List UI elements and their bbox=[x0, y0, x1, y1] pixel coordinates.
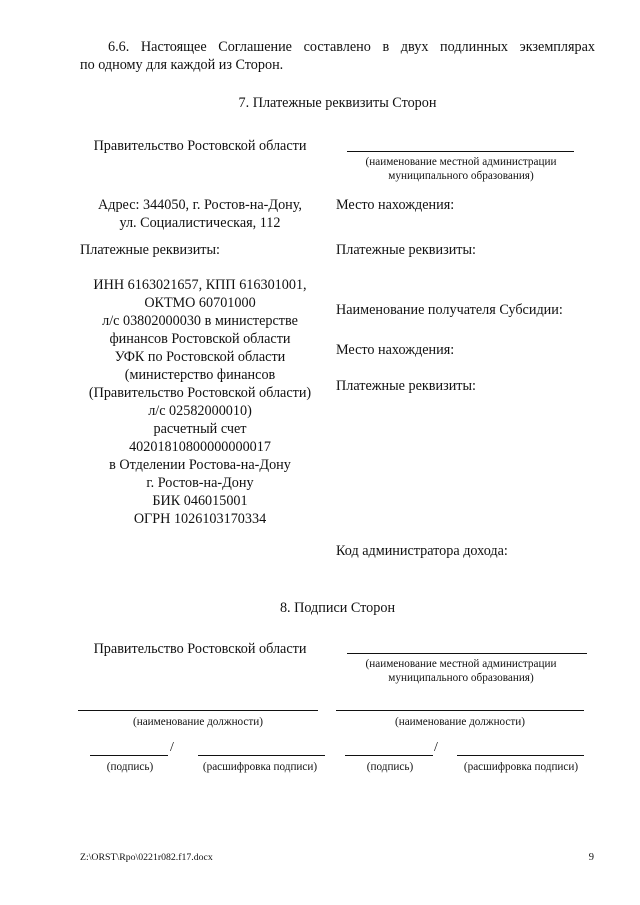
decoding-line-left bbox=[198, 755, 325, 756]
admin-caption-line1: (наименование местной администрации bbox=[365, 156, 557, 168]
signature-line-right bbox=[345, 755, 433, 756]
clause-6-6-line2: по одному для каждой из Сторон. bbox=[80, 57, 284, 73]
section-8-heading: 8. Подписи Сторон bbox=[279, 600, 396, 616]
signature-line-left bbox=[90, 755, 168, 756]
detail-line: ОГРН 1026103170334 bbox=[133, 511, 267, 527]
clause-6-6-line1: 6.6. Настоящее Соглашение составлено в двух подлинных экземплярах bbox=[108, 39, 595, 55]
signature-slash-left: / bbox=[170, 740, 174, 755]
left-address-line2: ул. Социалистическая, 112 bbox=[119, 215, 281, 231]
right-payment-label: Платежные реквизиты: bbox=[336, 242, 476, 258]
left-address-line1: Адрес: 344050, г. Ростов-на-Дону, bbox=[98, 197, 302, 213]
detail-line: (Правительство Ростовской области) bbox=[88, 385, 312, 401]
detail-line: в Отделении Ростова-на-Дону bbox=[109, 457, 291, 473]
right-payment-label-2: Платежные реквизиты: bbox=[336, 378, 476, 394]
revenue-admin-code-label: Код администратора дохода: bbox=[336, 543, 508, 559]
position-line-right bbox=[336, 710, 584, 711]
detail-line: г. Ростов-на-Дону bbox=[146, 475, 254, 491]
detail-line: (министерство финансов bbox=[124, 367, 276, 383]
detail-line: л/с 03802000030 в министерстве bbox=[102, 313, 298, 329]
detail-line: расчетный счет bbox=[153, 421, 247, 437]
detail-line: л/с 02582000010) bbox=[148, 403, 252, 419]
signature-caption-left: (подпись) bbox=[106, 761, 154, 773]
signature-caption-right: (подпись) bbox=[366, 761, 414, 773]
detail-line: УФК по Ростовской области bbox=[114, 349, 286, 365]
right-location-label: Место нахождения: bbox=[336, 197, 455, 213]
position-caption-left: (наименование должности) bbox=[132, 716, 263, 728]
position-caption-right: (наименование должности) bbox=[394, 716, 525, 728]
right-location-label-2: Место нахождения: bbox=[336, 342, 455, 358]
signature-admin-caption-line1: (наименование местной администрации bbox=[365, 658, 557, 670]
decoding-caption-right: (расшифровка подписи) bbox=[463, 761, 579, 773]
admin-name-line bbox=[347, 151, 574, 152]
detail-line: финансов Ростовской области bbox=[109, 331, 291, 347]
detail-line: 40201810800000000017 bbox=[129, 439, 271, 455]
left-payment-details bbox=[74, 276, 326, 528]
recipient-label: Наименование получателя Субсидии: bbox=[336, 302, 563, 318]
signature-admin-caption-line2: муниципального образования) bbox=[388, 672, 534, 684]
page-number: 9 bbox=[588, 852, 594, 863]
decoding-line-right bbox=[457, 755, 584, 756]
signature-slash-right: / bbox=[434, 740, 438, 755]
detail-line: ИНН 6163021657, КПП 616301001, bbox=[93, 277, 307, 293]
detail-line: ОКТМО 60701000 bbox=[144, 295, 256, 311]
decoding-caption-left: (расшифровка подписи) bbox=[202, 761, 318, 773]
signature-admin-name-line bbox=[347, 653, 587, 654]
position-line-left bbox=[78, 710, 318, 711]
footer-file-path: Z:\ORST\Rpo\0221r082.f17.docx bbox=[80, 852, 213, 863]
section-7-heading: 7. Платежные реквизиты Сторон bbox=[238, 95, 437, 111]
signature-left-party: Правительство Ростовской области bbox=[93, 641, 307, 657]
left-party-name: Правительство Ростовской области bbox=[93, 138, 307, 154]
left-payment-label: Платежные реквизиты: bbox=[80, 242, 220, 258]
detail-line: БИК 046015001 bbox=[152, 493, 248, 509]
admin-caption-line2: муниципального образования) bbox=[388, 170, 534, 182]
